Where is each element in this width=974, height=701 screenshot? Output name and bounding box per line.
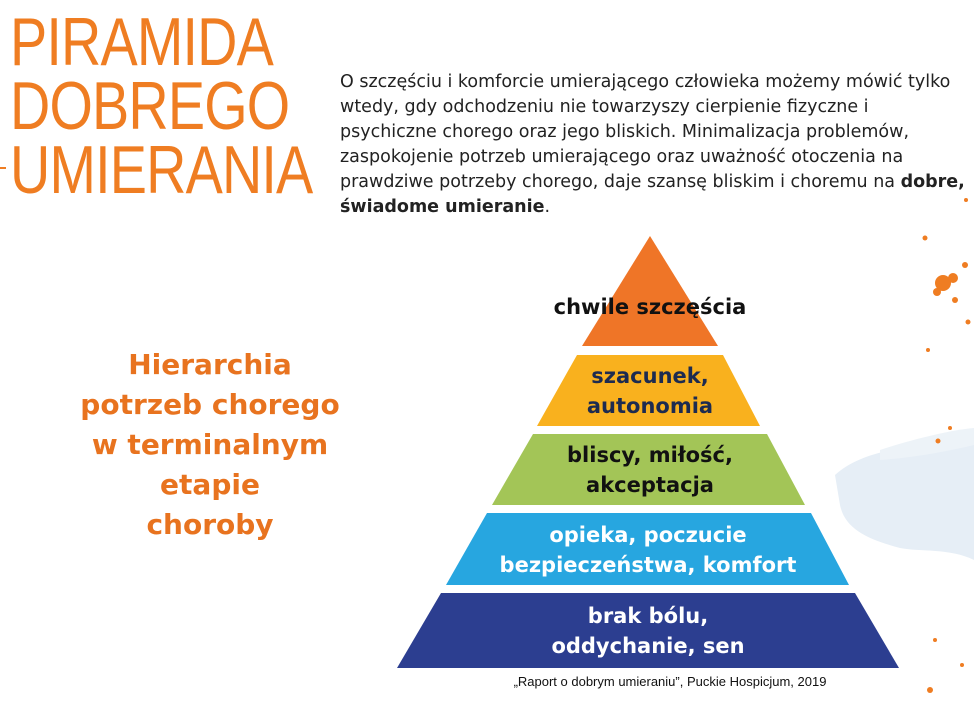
subtitle-line: Hierarchia [128,348,292,381]
tier-label-line: oddychanie, sen [551,634,745,658]
tier-label-physiology [448,601,848,661]
tier-label-line: opieka, poczucie [549,523,747,547]
pyramid-subtitle [60,345,360,545]
intro-text: O szczęściu i komforcie umierającego człowieka możemy mówić tylko wtedy, gdy odchodzeniu nie towarzyszy cierpienie fizyczne i psychiczne chorego oraz jego bliskich. Minimalizacja problemów, zaspokojenie potrzeb umierającego oraz uważność otoczenia na prawdziwe potrzeby chorego, daje szansę bliskim i choremu na [340,72,951,192]
source-citation: „Raport o dobrym umieraniu”, Puckie Hospicjum, 2019 [513,674,827,689]
tier-label-line: bliscy, miłość, [567,443,733,467]
subtitle-line: w terminalnym [91,428,329,461]
subtitle-line: potrzeb chorego [80,388,340,421]
intro-bold-text: dobre, świadome umieranie [340,172,965,217]
tier-label-respect [500,361,800,421]
subtitle-line: choroby [146,508,274,541]
tier-label-line: szacunek, [591,364,709,388]
tier-label-line: bezpieczeństwa, komfort [499,553,797,577]
tier-label-line: chwile szczęścia [553,295,747,319]
intro-text-end: . [544,197,551,217]
page-title [10,4,313,208]
tier-label-line: akceptacja [586,473,714,497]
tier-label-line: brak bólu, [587,604,709,628]
intro-paragraph [340,70,965,220]
title-line: PIRAMIDA [10,4,273,80]
subtitle-line: etapie [160,468,260,501]
pyramid-tier-1 [582,236,718,346]
tier-label-safety [448,520,848,580]
tier-label-line: autonomia [586,394,714,418]
title-line: DOBREGO [10,68,290,144]
tier-label-love [500,440,800,500]
title-line: UMIERANIA [10,132,313,208]
tier-label-happiness [500,292,800,322]
